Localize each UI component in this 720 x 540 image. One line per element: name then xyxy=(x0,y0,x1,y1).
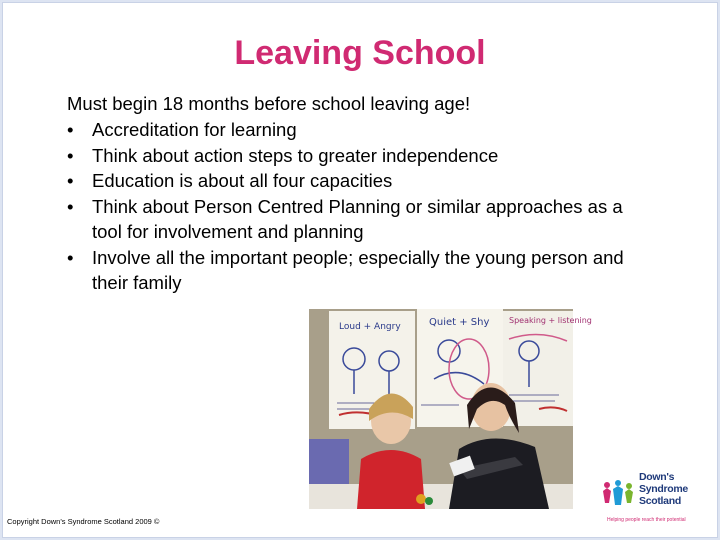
classroom-photo xyxy=(309,309,592,509)
bullet-text: Involve all the important people; especially the young person and their family xyxy=(92,246,624,293)
slide xyxy=(3,3,717,537)
chart-label-loud-angry: Loud + Angry xyxy=(339,322,401,332)
logo-tagline: Helping people reach their potential xyxy=(607,517,686,523)
bullet-item xyxy=(67,117,627,143)
bullet-dot: • xyxy=(67,119,74,140)
bullet-dot: • xyxy=(67,144,74,166)
bullet-item xyxy=(67,245,627,296)
bullet-item xyxy=(67,168,627,194)
classroom-photo-illustration xyxy=(309,309,592,509)
downs-syndrome-scotland-logo xyxy=(599,469,709,533)
bullet-text: Think about Person Centred Planning or similar approaches as a tool for involvement and planning xyxy=(92,195,623,242)
bullet-dot: • xyxy=(67,246,74,268)
bullet-text: Think about action steps to greater independence xyxy=(92,144,499,166)
bullet-dot: • xyxy=(67,170,74,191)
bullet-item xyxy=(67,143,627,169)
bullet-list xyxy=(67,117,627,296)
bullet-dot: • xyxy=(67,195,74,217)
chart-label-speaking-listening: Speaking + listening xyxy=(509,316,592,325)
chart-label-quiet-shy: Quiet + Shy xyxy=(429,317,490,328)
bullet-item xyxy=(67,194,627,245)
copyright-text: Copyright Down's Syndrome Scotland 2009 © xyxy=(7,517,160,526)
logo-text-line3: Scotland xyxy=(639,495,681,507)
bullet-text: Education is about all four capacities xyxy=(92,170,393,191)
bullet-text: Accreditation for learning xyxy=(92,119,297,140)
logo-text-line1: Down's xyxy=(639,471,675,483)
intro-text: Must begin 18 months before school leaving age! xyxy=(67,93,471,114)
logo-figures-icon xyxy=(599,479,637,515)
slide-title: Leaving School xyxy=(234,34,486,72)
logo-text-line2: Syndrome xyxy=(639,483,688,495)
